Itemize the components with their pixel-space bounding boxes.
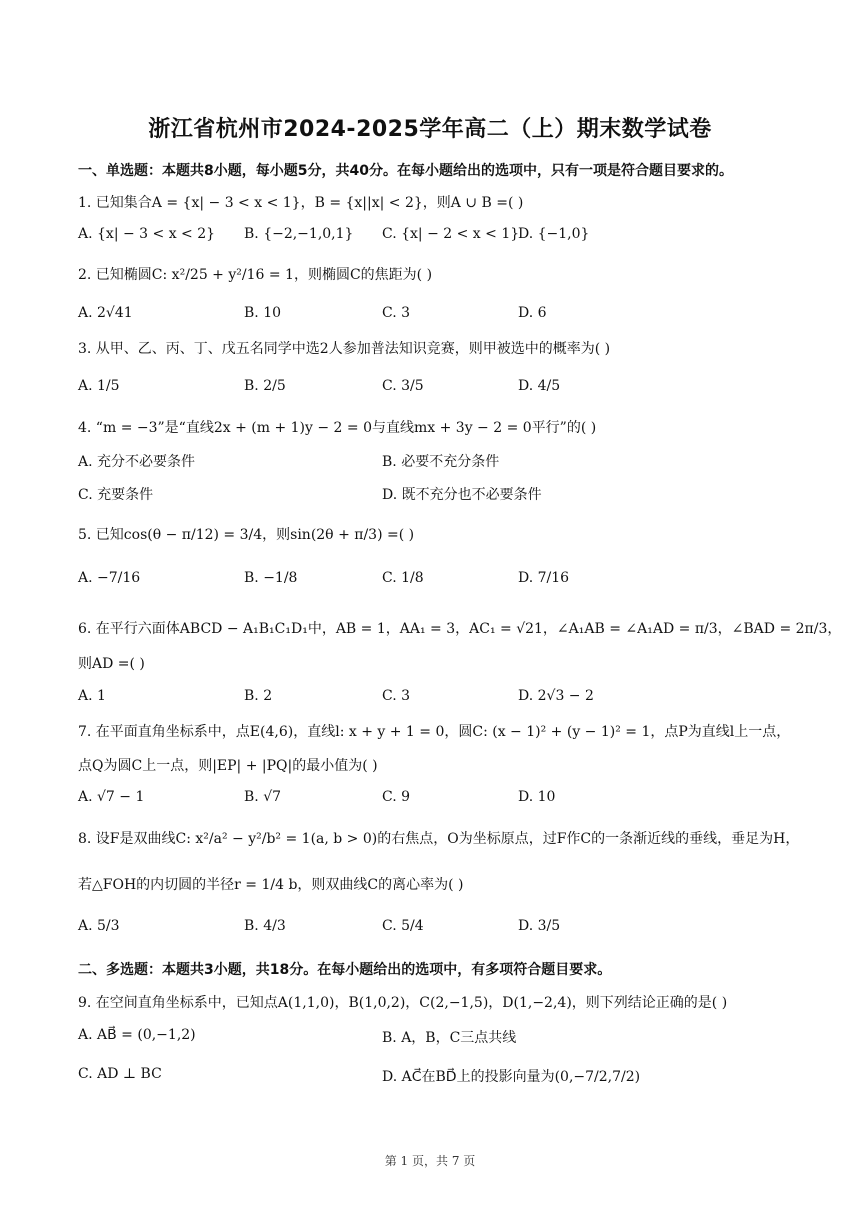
page-title: 浙江省杭州市2024-2025学年高二（上）期末数学试卷 bbox=[148, 117, 712, 142]
question-9: 9. 在空间直角坐标系中，已知点A(1,1,0)，B(1,0,2)，C(2,−1,5)，D(1,−2,4)，则下列结论正确的是( ) bbox=[78, 995, 728, 1011]
q4-option-d: D. 既不充分也不必要条件 bbox=[382, 487, 542, 503]
q8-option-b: B. 4/3 bbox=[244, 918, 286, 934]
q5-option-b: B. −1/8 bbox=[244, 570, 298, 586]
question-8-continued: 若△FOH的内切圆的半径r = 1/4 b，则双曲线C的离心率为( ) bbox=[78, 877, 464, 893]
q9-option-b: B. A，B，C三点共线 bbox=[382, 1030, 517, 1046]
q6-option-c: C. 3 bbox=[382, 688, 411, 704]
q4-option-a: A. 充分不必要条件 bbox=[78, 454, 196, 470]
q3-option-a: A. 1/5 bbox=[78, 378, 120, 394]
page-footer: 第 1 页，共 7 页 bbox=[384, 1154, 476, 1168]
q9-option-d: D. AC⃗在BD⃗上的投影向量为(0,−7/2,7/2) bbox=[382, 1069, 641, 1085]
question-8: 8. 设F是双曲线C: x²/a² − y²/b² = 1(a, b > 0)的右焦点，O为坐标原点，过F作C的一条渐近线的垂线，垂足为H， bbox=[78, 831, 800, 847]
question-6-continued: 则AD =( ) bbox=[78, 656, 145, 672]
question-5: 5. 已知cos(θ − π/12) = 3/4，则sin(2θ + π/3) =( ) bbox=[78, 527, 415, 543]
question-1: 1. 已知集合A = {x| − 3 < x < 1}，B = {x||x| < 2}，则A ∪ B =( ) bbox=[78, 195, 524, 211]
section-multi-choice: 二、多选题：本题共3小题，共18分。在每小题给出的选项中，有多项符合题目要求。 bbox=[78, 962, 612, 978]
q6-option-a: A. 1 bbox=[78, 688, 106, 704]
q1-option-c: C. {x| − 2 < x < 1} bbox=[382, 226, 520, 242]
question-4: 4. “m = −3”是“直线2x + (m + 1)y − 2 = 0与直线mx + 3y − 2 = 0平行”的( ) bbox=[78, 420, 597, 436]
section-single-choice: 一、单选题：本题共8小题，每小题5分，共40分。在每小题给出的选项中，只有一项是符合题目要求的。 bbox=[78, 163, 733, 179]
q2-option-c: C. 3 bbox=[382, 305, 411, 321]
q1-option-d: D. {−1,0} bbox=[518, 226, 590, 242]
q8-option-a: A. 5/3 bbox=[78, 918, 120, 934]
q3-option-c: C. 3/5 bbox=[382, 378, 424, 394]
q2-option-d: D. 6 bbox=[518, 305, 547, 321]
q6-option-b: B. 2 bbox=[244, 688, 273, 704]
q6-option-d: D. 2√3 − 2 bbox=[518, 688, 594, 704]
q5-option-c: C. 1/8 bbox=[382, 570, 424, 586]
q5-option-d: D. 7/16 bbox=[518, 570, 570, 586]
q1-option-a: A. {x| − 3 < x < 2} bbox=[78, 226, 216, 242]
q7-option-c: C. 9 bbox=[382, 789, 411, 805]
q9-option-a: A. AB⃗ = (0,−1,2) bbox=[78, 1027, 196, 1043]
q1-option-b: B. {−2,−1,0,1} bbox=[244, 226, 354, 242]
q8-option-d: D. 3/5 bbox=[518, 918, 561, 934]
q9-option-c: C. AD ⊥ BC bbox=[78, 1066, 162, 1082]
q7-option-b: B. √7 bbox=[244, 789, 282, 805]
q5-option-a: A. −7/16 bbox=[78, 570, 141, 586]
q7-option-a: A. √7 − 1 bbox=[78, 789, 145, 805]
question-2: 2. 已知椭圆C: x²/25 + y²/16 = 1，则椭圆C的焦距为( ) bbox=[78, 267, 433, 283]
question-7-continued: 点Q为圆C上一点，则|EP| + |PQ|的最小值为( ) bbox=[78, 758, 378, 774]
q2-option-b: B. 10 bbox=[244, 305, 282, 321]
q3-option-b: B. 2/5 bbox=[244, 378, 286, 394]
question-7: 7. 在平面直角坐标系中，点E(4,6)，直线l: x + y + 1 = 0，圆C: (x − 1)² + (y − 1)² = 1，点P为直线l上一点， bbox=[78, 724, 791, 740]
q2-option-a: A. 2√41 bbox=[78, 305, 133, 321]
q7-option-d: D. 10 bbox=[518, 789, 556, 805]
q8-option-c: C. 5/4 bbox=[382, 918, 424, 934]
question-3: 3. 从甲、乙、丙、丁、戊五名同学中选2人参加普法知识竞赛，则甲被选中的概率为( ) bbox=[78, 341, 611, 357]
q3-option-d: D. 4/5 bbox=[518, 378, 561, 394]
q4-option-b: B. 必要不充分条件 bbox=[382, 454, 500, 470]
question-6: 6. 在平行六面体ABCD − A₁B₁C₁D₁中，AB = 1，AA₁ = 3，AC₁ = √21，∠A₁AB = ∠A₁AD = π/3，∠BAD = 2π/3， bbox=[78, 621, 842, 637]
q4-option-c: C. 充要条件 bbox=[78, 487, 154, 503]
